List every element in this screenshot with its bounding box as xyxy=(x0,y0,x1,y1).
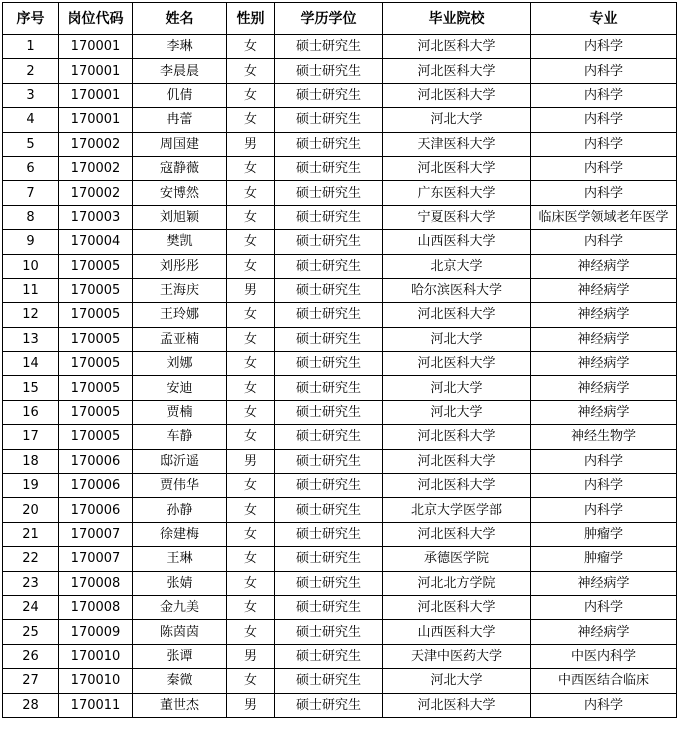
cell-name: 贾伟华 xyxy=(133,474,227,498)
cell-degree: 硕士研究生 xyxy=(275,474,383,498)
table-row xyxy=(3,230,677,254)
header-school: 毕业院校 xyxy=(383,3,531,35)
cell-school: 北京大学 xyxy=(383,254,531,278)
cell-position-code: 170001 xyxy=(59,108,133,132)
cell-school: 河北医科大学 xyxy=(383,303,531,327)
cell-name: 孟亚楠 xyxy=(133,327,227,351)
cell-school: 哈尔滨医科大学 xyxy=(383,278,531,302)
cell-name: 秦微 xyxy=(133,669,227,693)
cell-position-code: 170002 xyxy=(59,132,133,156)
table-row xyxy=(3,620,677,644)
cell-position-code: 170008 xyxy=(59,595,133,619)
cell-position-code: 170011 xyxy=(59,693,133,717)
cell-major: 内科学 xyxy=(531,35,677,59)
cell-name: 刘彤彤 xyxy=(133,254,227,278)
cell-degree: 硕士研究生 xyxy=(275,547,383,571)
cell-degree: 硕士研究生 xyxy=(275,498,383,522)
cell-position-code: 170010 xyxy=(59,669,133,693)
table-row xyxy=(3,522,677,546)
table-row xyxy=(3,327,677,351)
table-row xyxy=(3,352,677,376)
header-name: 姓名 xyxy=(133,3,227,35)
cell-position-code: 170005 xyxy=(59,254,133,278)
cell-seq: 14 xyxy=(3,352,59,376)
cell-gender: 女 xyxy=(227,303,275,327)
cell-degree: 硕士研究生 xyxy=(275,425,383,449)
cell-seq: 27 xyxy=(3,669,59,693)
cell-gender: 女 xyxy=(227,108,275,132)
cell-position-code: 170003 xyxy=(59,205,133,229)
cell-school: 河北大学 xyxy=(383,108,531,132)
cell-degree: 硕士研究生 xyxy=(275,230,383,254)
cell-name: 孙静 xyxy=(133,498,227,522)
cell-degree: 硕士研究生 xyxy=(275,108,383,132)
cell-school: 河北医科大学 xyxy=(383,59,531,83)
cell-major: 神经病学 xyxy=(531,571,677,595)
cell-gender: 男 xyxy=(227,644,275,668)
cell-major: 神经生物学 xyxy=(531,425,677,449)
cell-position-code: 170001 xyxy=(59,35,133,59)
table-row xyxy=(3,278,677,302)
cell-major: 神经病学 xyxy=(531,400,677,424)
cell-school: 河北医科大学 xyxy=(383,595,531,619)
cell-school: 河北医科大学 xyxy=(383,693,531,717)
cell-school: 河北医科大学 xyxy=(383,156,531,180)
cell-seq: 13 xyxy=(3,327,59,351)
cell-degree: 硕士研究生 xyxy=(275,35,383,59)
cell-school: 河北医科大学 xyxy=(383,522,531,546)
cell-seq: 18 xyxy=(3,449,59,473)
cell-name: 安博然 xyxy=(133,181,227,205)
cell-gender: 女 xyxy=(227,669,275,693)
cell-gender: 女 xyxy=(227,400,275,424)
cell-gender: 男 xyxy=(227,278,275,302)
table-row xyxy=(3,59,677,83)
cell-name: 王琳 xyxy=(133,547,227,571)
cell-seq: 23 xyxy=(3,571,59,595)
cell-major: 肿瘤学 xyxy=(531,522,677,546)
cell-school: 河北医科大学 xyxy=(383,425,531,449)
cell-degree: 硕士研究生 xyxy=(275,156,383,180)
table-row xyxy=(3,595,677,619)
cell-position-code: 170005 xyxy=(59,425,133,449)
cell-seq: 20 xyxy=(3,498,59,522)
cell-seq: 3 xyxy=(3,83,59,107)
cell-major: 神经病学 xyxy=(531,278,677,302)
cell-seq: 11 xyxy=(3,278,59,302)
cell-seq: 26 xyxy=(3,644,59,668)
cell-school: 河北医科大学 xyxy=(383,352,531,376)
cell-degree: 硕士研究生 xyxy=(275,59,383,83)
header-major: 专业 xyxy=(531,3,677,35)
cell-gender: 女 xyxy=(227,83,275,107)
cell-degree: 硕士研究生 xyxy=(275,620,383,644)
cell-major: 神经病学 xyxy=(531,303,677,327)
cell-position-code: 170005 xyxy=(59,327,133,351)
cell-position-code: 170001 xyxy=(59,59,133,83)
cell-gender: 女 xyxy=(227,376,275,400)
cell-seq: 17 xyxy=(3,425,59,449)
header-degree: 学历学位 xyxy=(275,3,383,35)
cell-school: 天津医科大学 xyxy=(383,132,531,156)
table-row xyxy=(3,474,677,498)
cell-seq: 22 xyxy=(3,547,59,571)
cell-school: 山西医科大学 xyxy=(383,230,531,254)
cell-major: 肿瘤学 xyxy=(531,547,677,571)
table-row xyxy=(3,156,677,180)
cell-degree: 硕士研究生 xyxy=(275,669,383,693)
cell-position-code: 170004 xyxy=(59,230,133,254)
cell-seq: 1 xyxy=(3,35,59,59)
cell-gender: 女 xyxy=(227,522,275,546)
cell-gender: 女 xyxy=(227,352,275,376)
cell-gender: 女 xyxy=(227,595,275,619)
cell-gender: 女 xyxy=(227,571,275,595)
cell-school: 河北大学 xyxy=(383,327,531,351)
cell-school: 河北北方学院 xyxy=(383,571,531,595)
cell-school: 广东医科大学 xyxy=(383,181,531,205)
cell-school: 北京大学医学部 xyxy=(383,498,531,522)
table-row xyxy=(3,181,677,205)
cell-name: 王海庆 xyxy=(133,278,227,302)
cell-degree: 硕士研究生 xyxy=(275,132,383,156)
cell-name: 李晨晨 xyxy=(133,59,227,83)
cell-major: 中西医结合临床 xyxy=(531,669,677,693)
roster-table xyxy=(2,2,677,718)
cell-name: 张谭 xyxy=(133,644,227,668)
cell-name: 金九美 xyxy=(133,595,227,619)
cell-school: 河北医科大学 xyxy=(383,449,531,473)
table-row xyxy=(3,400,677,424)
cell-position-code: 170005 xyxy=(59,352,133,376)
table-row xyxy=(3,547,677,571)
cell-position-code: 170006 xyxy=(59,449,133,473)
cell-degree: 硕士研究生 xyxy=(275,303,383,327)
cell-major: 神经病学 xyxy=(531,327,677,351)
cell-school: 河北大学 xyxy=(383,376,531,400)
cell-school: 河北医科大学 xyxy=(383,83,531,107)
cell-name: 寇静薇 xyxy=(133,156,227,180)
cell-seq: 25 xyxy=(3,620,59,644)
cell-major: 内科学 xyxy=(531,83,677,107)
cell-gender: 女 xyxy=(227,474,275,498)
cell-major: 内科学 xyxy=(531,108,677,132)
cell-school: 宁夏医科大学 xyxy=(383,205,531,229)
table-row xyxy=(3,132,677,156)
cell-position-code: 170005 xyxy=(59,376,133,400)
cell-major: 神经病学 xyxy=(531,376,677,400)
cell-position-code: 170007 xyxy=(59,522,133,546)
cell-school: 天津中医药大学 xyxy=(383,644,531,668)
cell-major: 内科学 xyxy=(531,230,677,254)
cell-degree: 硕士研究生 xyxy=(275,522,383,546)
cell-position-code: 170005 xyxy=(59,303,133,327)
table-row xyxy=(3,83,677,107)
cell-major: 内科学 xyxy=(531,449,677,473)
cell-name: 张婧 xyxy=(133,571,227,595)
cell-degree: 硕士研究生 xyxy=(275,181,383,205)
header-position-code: 岗位代码 xyxy=(59,3,133,35)
cell-seq: 10 xyxy=(3,254,59,278)
cell-gender: 女 xyxy=(227,425,275,449)
header-gender: 性别 xyxy=(227,3,275,35)
table-row xyxy=(3,35,677,59)
cell-degree: 硕士研究生 xyxy=(275,693,383,717)
cell-position-code: 170007 xyxy=(59,547,133,571)
cell-degree: 硕士研究生 xyxy=(275,400,383,424)
cell-position-code: 170002 xyxy=(59,181,133,205)
cell-gender: 男 xyxy=(227,132,275,156)
cell-major: 临床医学领域老年医学 xyxy=(531,205,677,229)
cell-degree: 硕士研究生 xyxy=(275,352,383,376)
cell-gender: 女 xyxy=(227,254,275,278)
table-row xyxy=(3,303,677,327)
cell-name: 刘娜 xyxy=(133,352,227,376)
cell-seq: 24 xyxy=(3,595,59,619)
cell-position-code: 170005 xyxy=(59,278,133,302)
cell-school: 河北医科大学 xyxy=(383,35,531,59)
cell-gender: 女 xyxy=(227,498,275,522)
cell-degree: 硕士研究生 xyxy=(275,254,383,278)
cell-major: 中医内科学 xyxy=(531,644,677,668)
table-row xyxy=(3,254,677,278)
table-row xyxy=(3,425,677,449)
cell-position-code: 170010 xyxy=(59,644,133,668)
cell-major: 神经病学 xyxy=(531,620,677,644)
cell-degree: 硕士研究生 xyxy=(275,205,383,229)
cell-school: 河北医科大学 xyxy=(383,474,531,498)
cell-school: 山西医科大学 xyxy=(383,620,531,644)
cell-name: 安迪 xyxy=(133,376,227,400)
cell-name: 李琳 xyxy=(133,35,227,59)
cell-name: 邸沂遥 xyxy=(133,449,227,473)
table-row xyxy=(3,376,677,400)
cell-gender: 女 xyxy=(227,156,275,180)
cell-name: 刘旭颖 xyxy=(133,205,227,229)
cell-seq: 6 xyxy=(3,156,59,180)
cell-seq: 5 xyxy=(3,132,59,156)
roster-table-container xyxy=(2,2,677,718)
cell-degree: 硕士研究生 xyxy=(275,327,383,351)
cell-degree: 硕士研究生 xyxy=(275,571,383,595)
header-seq: 序号 xyxy=(3,3,59,35)
cell-degree: 硕士研究生 xyxy=(275,376,383,400)
cell-gender: 男 xyxy=(227,449,275,473)
cell-major: 内科学 xyxy=(531,59,677,83)
cell-degree: 硕士研究生 xyxy=(275,644,383,668)
cell-gender: 女 xyxy=(227,547,275,571)
cell-position-code: 170002 xyxy=(59,156,133,180)
cell-gender: 女 xyxy=(227,327,275,351)
cell-position-code: 170008 xyxy=(59,571,133,595)
cell-name: 周国建 xyxy=(133,132,227,156)
cell-major: 内科学 xyxy=(531,132,677,156)
cell-name: 徐建梅 xyxy=(133,522,227,546)
table-row xyxy=(3,449,677,473)
cell-position-code: 170009 xyxy=(59,620,133,644)
cell-seq: 8 xyxy=(3,205,59,229)
cell-major: 神经病学 xyxy=(531,254,677,278)
table-row xyxy=(3,205,677,229)
cell-position-code: 170001 xyxy=(59,83,133,107)
cell-position-code: 170005 xyxy=(59,400,133,424)
cell-gender: 女 xyxy=(227,205,275,229)
cell-school: 河北大学 xyxy=(383,669,531,693)
cell-seq: 16 xyxy=(3,400,59,424)
cell-seq: 19 xyxy=(3,474,59,498)
table-row xyxy=(3,693,677,717)
cell-major: 内科学 xyxy=(531,474,677,498)
cell-gender: 女 xyxy=(227,59,275,83)
cell-position-code: 170006 xyxy=(59,498,133,522)
table-row xyxy=(3,108,677,132)
cell-name: 陈茵茵 xyxy=(133,620,227,644)
cell-gender: 男 xyxy=(227,693,275,717)
cell-gender: 女 xyxy=(227,230,275,254)
cell-name: 樊凯 xyxy=(133,230,227,254)
cell-major: 内科学 xyxy=(531,181,677,205)
cell-major: 内科学 xyxy=(531,156,677,180)
cell-seq: 15 xyxy=(3,376,59,400)
table-header-row xyxy=(3,3,677,35)
cell-gender: 女 xyxy=(227,35,275,59)
cell-name: 冉蕾 xyxy=(133,108,227,132)
cell-seq: 21 xyxy=(3,522,59,546)
cell-seq: 7 xyxy=(3,181,59,205)
cell-school: 承德医学院 xyxy=(383,547,531,571)
cell-major: 内科学 xyxy=(531,595,677,619)
cell-degree: 硕士研究生 xyxy=(275,278,383,302)
cell-degree: 硕士研究生 xyxy=(275,449,383,473)
cell-seq: 28 xyxy=(3,693,59,717)
cell-degree: 硕士研究生 xyxy=(275,83,383,107)
cell-gender: 女 xyxy=(227,620,275,644)
cell-name: 王玲娜 xyxy=(133,303,227,327)
cell-seq: 4 xyxy=(3,108,59,132)
cell-degree: 硕士研究生 xyxy=(275,595,383,619)
cell-seq: 12 xyxy=(3,303,59,327)
cell-seq: 9 xyxy=(3,230,59,254)
table-row xyxy=(3,571,677,595)
table-row xyxy=(3,644,677,668)
cell-school: 河北大学 xyxy=(383,400,531,424)
table-body xyxy=(3,35,677,718)
cell-position-code: 170006 xyxy=(59,474,133,498)
cell-seq: 2 xyxy=(3,59,59,83)
cell-name: 贾楠 xyxy=(133,400,227,424)
cell-gender: 女 xyxy=(227,181,275,205)
table-row xyxy=(3,669,677,693)
cell-major: 神经病学 xyxy=(531,352,677,376)
cell-name: 仉倩 xyxy=(133,83,227,107)
cell-name: 董世杰 xyxy=(133,693,227,717)
cell-major: 内科学 xyxy=(531,498,677,522)
cell-major: 内科学 xyxy=(531,693,677,717)
cell-name: 车静 xyxy=(133,425,227,449)
table-row xyxy=(3,498,677,522)
